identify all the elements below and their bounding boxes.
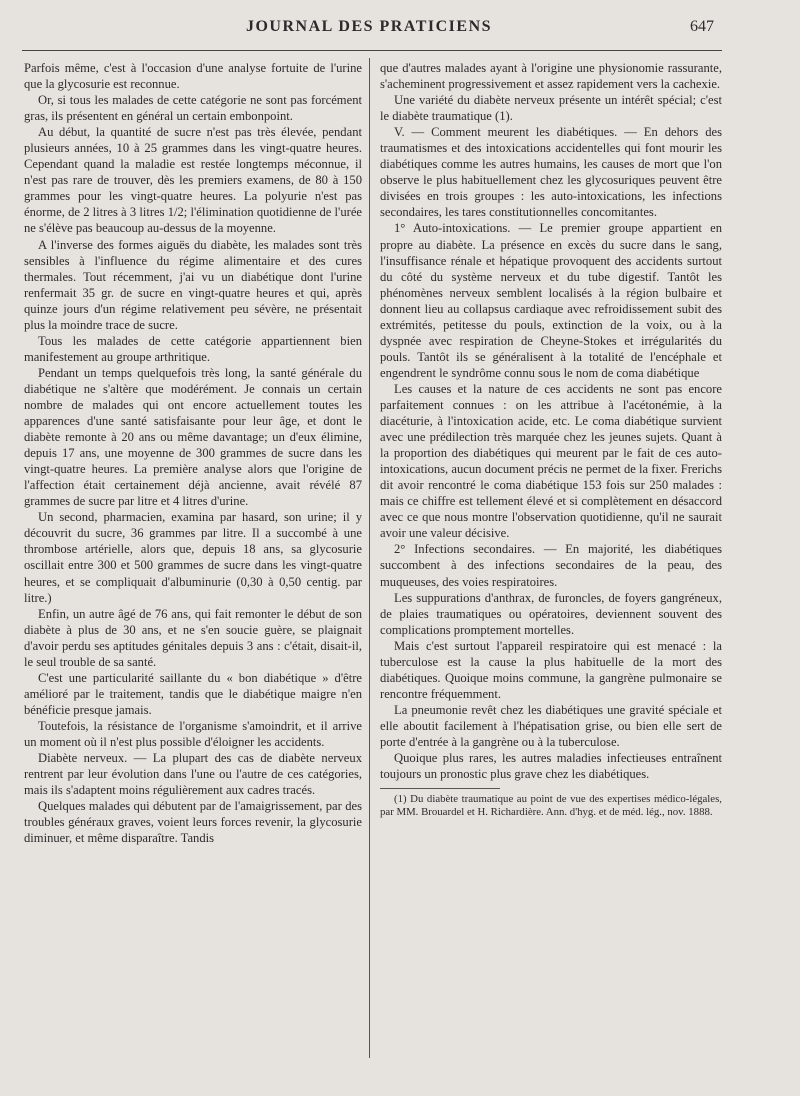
paragraph: Enfin, un autre âgé de 76 ans, qui fait remonter le début de son diabète à plus de 30 ans, et ne s'en soucie guère, se plaignait d'avoir perdu ses aptitudes génitales depuis 3 ans : c'était, disait-il, le seul trouble de sa santé. xyxy=(24,606,362,669)
paragraph: Quoique plus rares, les autres maladies infectieuses entraînent toujours un pronostic plus grave chez les diabétiques. xyxy=(380,751,722,782)
paragraph: Quelques malades qui débutent par de l'amaigrissement, par des troubles généraux graves, voient leurs forces revenir, la glycosurie diminuer, et même disparaître. Tandis xyxy=(24,799,362,846)
paragraph: Les causes et la nature de ces accidents ne sont pas encore parfaitement connues : on les attribue à l'acétonémie, à la diacéturie, à l'intoxication acide, etc. Le coma diabétique survient avec une prédilection très marquée chez les jeunes sujets. Quant à la proportion des diabétiques qui meurent par le fait de ces auto-intoxications, aucun document précis ne permet de la fixer. Frerichs dit avoir rencontré le coma diabétique 153 fois sur 250 malades : mais ce chiffre est tellement élevé et si complètement en désaccord avec ce que nous montre l'observation quotidienne, qu'il ne saurait avoir une valeur décisive. xyxy=(380,381,722,541)
paragraph: A l'inverse des formes aiguës du diabète, les malades sont très sensibles à l'influence du régime alimentaire et des cures thermales. Tout récemment, j'ai vu un diabétique dont l'urine renfermait 35 gr. de sucre en vingt-quatre heures et qui, après quinze jours d'un régime relativement peu sévère, ne présentait plus la moindre trace de sucre. xyxy=(24,237,362,332)
header-rule xyxy=(22,50,722,51)
paragraph: C'est une particularité saillante du « bon diabétique » d'être amélioré par le traitement, tandis que le diabétique maigre n'en bénéficie presque jamais. xyxy=(24,670,362,717)
paragraph: Tous les malades de cette catégorie appartiennent bien manifestement au groupe arthritique. xyxy=(24,333,362,364)
footnote-rule xyxy=(380,788,500,789)
running-head xyxy=(24,18,714,46)
paragraph: Toutefois, la résistance de l'organisme s'amoindrit, et il arrive un moment où il n'est plus possible d'éloigner les accidents. xyxy=(24,718,362,749)
paragraph-infections-secondaires: 2° Infections secondaires. — En majorité, les diabétiques succombent à des infections secondaires de la peau, des muqueuses, des voies respiratoires. xyxy=(380,542,722,589)
left-column xyxy=(24,60,362,1090)
column-divider xyxy=(369,58,370,1058)
footnote: (1) Du diabète traumatique au point de vue des expertises médico-légales, par MM. Brouardel et H. Richardière. Ann. d'hyg. et de méd. lég., nov. 1888. xyxy=(380,793,722,819)
paragraph: Une variété du diabète nerveux présente un intérêt spécial; c'est le diabète traumatique (1). xyxy=(380,93,722,124)
paragraph: Pendant un temps quelquefois très long, la santé générale du diabétique ne s'altère que modérément. Je connais un certain nombre de malades qui ont encore actuellement toutes les apparences d'une santé satisfaisante pour leur âge, et dont le diabète remonte à 20 ans ou même davantage; un d'eux élimine, depuis 17 ans, une moyenne de 300 grammes de sucre dans les vingt-quatre heures. La première analyse alors que l'origine de l'affection était certainement déjà ancienne, avait révélé 87 grammes de sucre par litre et 4 litres d'urine. xyxy=(24,365,362,509)
section-paragraph-diabete-nerveux: Diabète nerveux. — La plupart des cas de diabète nerveux rentrent par leur évolution dans l'une ou l'autre de ces catégories, mais ils s'adaptent moins régulièrement aux cadres tracés. xyxy=(24,751,362,798)
paragraph: que d'autres malades ayant à l'origine une physionomie rassurante, s'acheminent progressivement et assez rapidement vers la cachexie. xyxy=(380,61,722,92)
paragraph: Mais c'est surtout l'appareil respiratoire qui est menacé : la tuberculose est la cause la plus habituelle de la mort des diabétiques. Quoique moins commune, la gangrène pulmonaire se rencontre fréquemment. xyxy=(380,638,722,701)
paragraph: Les suppurations d'anthrax, de furoncles, de foyers gangréneux, de plaies traumatiques ou opératoires, deviennent souvent des complications promptement mortelles. xyxy=(380,590,722,637)
section-paragraph-comment-meurent: V. — Comment meurent les diabétiques. — En dehors des traumatismes et des intoxications accidentelles qui font mourir les diabétiques comme les autres humains, les causes de mort que l'on observe le plus habituellement chez les glycosuriques peuvent être divisées en trois groupes : les auto-intoxications, les infections secondaires, les tares constitutionnelles concomitantes. xyxy=(380,125,722,220)
paragraph: La pneumonie revêt chez les diabétiques une gravité spéciale et elle aboutit facilement à l'hépatisation grise, ou bien elle sert de porte d'entrée à la gangrène ou à la tuberculose. xyxy=(380,702,722,749)
right-column xyxy=(380,60,722,1090)
paragraph: Or, si tous les malades de cette catégorie ne sont pas forcément gras, ils présentent en général un certain embonpoint. xyxy=(24,93,362,124)
page-number: 647 xyxy=(690,18,714,35)
paragraph: Un second, pharmacien, examina par hasard, son urine; il y découvrit du sucre, 36 grammes par litre. Il a succombé à une thrombose artérielle, alors que, depuis 18 ans, sa glycosurie oscillait entre 300 et 500 grammes de sucre dans les vingt-quatre heures, et se compliquait d'albuminurie (0,30 à 0,50 centig. par litre.) xyxy=(24,510,362,605)
paragraph: Au début, la quantité de sucre n'est pas très élevée, pendant plusieurs années, 10 à 25 grammes dans les vingt-quatre heures. Cependant quand la maladie est restée longtemps méconnue, il n'est pas rare de trouver, dès les premiers examens, de 80 à 150 grammes pour les vingt-quatre heures. La polyurie n'est pas énorme, de 2 litres à 3 litres 1/2; l'élimination quotidienne de l'urée ne s'élève pas beaucoup au-dessus de la moyenne. xyxy=(24,125,362,236)
paragraph-auto-intoxications: 1° Auto-intoxications. — Le premier groupe appartient en propre au diabète. La présence en excès du sucre dans le sang, l'insuffisance rénale et hépatique provoquent des accidents surtout du côté du système nerveux et du tube digestif. Tantôt les phénomènes nerveux semblent localisés à la région bulbaire et donnent lieu au collapsus cardiaque avec refroidissement subit des extrémités, petitesse du pouls, extinction de la voix, ou à la dyspnée avec respiration de Cheyne-Stokes et irrégularités du pouls. Tantôt ils se généralisent à la totalité de l'encéphale et engendrent le syndrôme connu sous le nom de coma diabétique xyxy=(380,221,722,380)
journal-title: JOURNAL DES PRATICIENS xyxy=(245,18,493,35)
paragraph: Parfois même, c'est à l'occasion d'une analyse fortuite de l'urine que la glycosurie est reconnue. xyxy=(24,61,362,92)
